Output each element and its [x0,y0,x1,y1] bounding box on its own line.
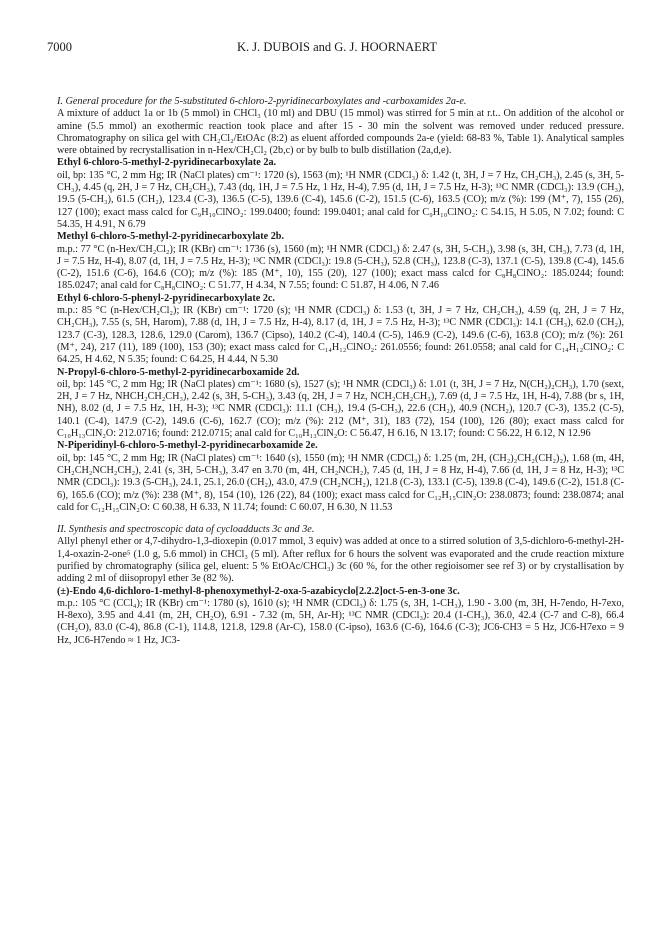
compound-heading: Methyl 6-chloro-5-methyl-2-pyridinecarboxylate 2b. [57,231,285,243]
article-body [57,90,624,647]
paragraph: m.p.: 105 °C (CCl₄); IR (KBr) cm⁻¹: 1780 (s), 1610 (s); ¹H NMR (CDCl₃) δ: 1.75 (s, 3H, 1-CH₃), 1.90 - 3.00 (m, 3H, H-7endo, H-7exo, H-8exo), 3.95 and 4.41 (m, 2H, CH₂O), 6.91 - 7.32 (m, 5H, Ar-H); ¹³C NMR (CDCl₃): 20.4 (1-CH₃), 36.0, 42.4 (C-7 and C-8), 66.4 (CH₂O), 83.0 (C-4), 86.8 (C-1), 114.8, 121.8, 129.8 (Ar-C), 158.0 (C-ipso), 163.6 (C-6), 164.6 (C-3); JC6-CH3 = 5 Hz, JC6-H7exo = 9 Hz, JC6-H7endo ≈ 1 Hz, JC3- [57,597,624,646]
compound-heading: Ethyl 6-chloro-5-phenyl-2-pyridinecarboxylate 2c. [57,292,275,304]
paragraph: oil, bp: 135 °C, 2 mm Hg; IR (NaCl plates) cm⁻¹: 1720 (s), 1563 (m); ¹H NMR (CDCl₃) δ: 1.42 (t, 3H, J = 7 Hz, CH₂CH₃), 2.45 (s, 3H, 5-CH₃), 4.45 (q, 2H, J = 7 Hz, CH₂CH₃), 7.43 (dq, 1H, J = 7.5 Hz, 1 Hz, H-4), 7.95 (d, 1H, J = 7.5 Hz, H-3); ¹³C NMR (CDCl₃): 13.9 (CH₃), 19.5 (5-CH₃), 61.5 (CH₂), 123.4 (C-3), 136.5 (C-5), 139.6 (C-4), 145.6 (C-2), 151.5 (C-6), 163.5 (CO); m/z (%): 199 (M⁺, 7), 155 (26), 127 (100); exact mass calcd for C₉H₁₀ClNO₂: 199.0400; found: 199.0401; anal cald for C₉H₁₀ClNO₂: C 54.15, H 5.05, N 7.02; found: C 54.35, H 4.91, N 6.79 [57,169,624,230]
paragraph: A mixture of adduct 1a or 1b (5 mmol) in CHCl₃ (10 ml) and DBU (15 mmol) was stirred for 5 min at r.t.. On addition of the alcohol or amine (5.5 mmol) an exothermic reaction took place and after 15 - 30 min the solvent was removed under reduced pressure. Chromatography on silica gel with CH₂Cl₂/EtOAc (8:2) as eluent afforded compounds 2a-e (yield: 68-83 %, Table 1). Analytical samples were obtained by recrystallisation in n-Hex/CH₂Cl₂ (2b,c) or by bulb to bulb distillation (2a,d,e). [57,108,624,157]
paragraph: Allyl phenyl ether or 4,7-dihydro-1,3-dioxepin (0.017 mmol, 3 equiv) was added at once to a stirred solution of 3,5-dichloro-6-methyl-2H-1,4-oxazin-2-one⁵ (1.0 g, 5.6 mmol) in CHCl₃ (5 ml). After reflux for 6 hours the solvent was evaporated and the crude reaction mixture purified by chromatography (silica gel, eluent: 5 % EtOAc/CHCl₃) 3c (60 %, for the other regioisomer see ref 3) or by crystallisation by adding 2 ml of diisopropyl ether 3e (82 %). [57,536,624,585]
paragraph: m.p.: 85 °C (n-Hex/CH₂Cl₂); IR (KBr) cm⁻¹: 1720 (s); ¹H NMR (CDCl₃) δ: 1.53 (t, 3H, J = 7 Hz, CH₂CH₃), 4.59 (q, 2H, J = 7 Hz, CH₂CH₃), 7.55 (s, 5H, Harom), 7.88 (d, 1H, J = 7.5 Hz, H-4), 8.17 (d, 1H, J = 7.5 Hz, H-3); ¹³C NMR (CDCl₃): 14.1 (CH₃), 62.0 (CH₂), 123.7 (C-3), 128.3, 128.6, 129.0 (Carom), 136.7 (Cipso), 140.2 (C-4), 140.4 (C-5), 146.9 (C-2), 149.6 (C-6), 163.8 (CO); m/z (%): 261 (M⁺, 24), 217 (11), 189 (100), 153 (30); exact mass calcd for C₁₄H₁₂ClNO₂: 261.0556; found: 261.0558; anal cald for C₁₄H₁₂ClNO₂: C 64.25, H 4.62, N 5.35; found: C 64.25, H 4.44, N 5.30 [57,305,624,366]
compound-heading: N-Propyl-6-chloro-5-methyl-2-pyridinecarboxamide 2d. [57,366,300,378]
compound-heading: (±)-Endo 4,6-dichloro-1-methyl-8-phenoxymethyl-2-oxa-5-azabicyclo[2.2.2]oct-5-en-3-one 3c. [57,585,460,597]
page-header [47,40,627,56]
running-title: K. J. DUBOIS and G. J. HOORNAERT [237,40,437,54]
paragraph: oil, bp: 145 °C, 2 mm Hg; IR (NaCl plates) cm⁻¹: 1640 (s), 1550 (m); ¹H NMR (CDCl₃) δ: 1.25 (m, 2H, (CH₂)₂CH₂(CH₂)₂), 1.68 (m, 4H, CH₂CH₂NCH₂CH₂), 2.41 (s, 3H, 5-CH₃), 3.47 en 3.70 (m, 4H, CH₂NCH₂), 7.45 (d, 1H, J = 8 Hz, H-4), 7.66 (d, 1H, J = 8 Hz, H-3); ¹³C NMR (CDCl₃): 19.3 (5-CH₃), 24.1, 25.1, 26.0 (CH₂), 43.0, 47.9 (CH₂NCH₂), 121.8 (C-3), 133.1 (C-5), 139.8 (C-4), 149.6 (C-2), 151.8 (C-6), 165.6 (CO); m/z (%): 238 (M⁺, 8), 154 (10), 126 (22), 84 (100); exact mass calcd for C₁₂H₁₅ClN₂O: 238.0873; found: 238.0874; anal cald for C₁₂H₁₅ClN₂O: C 60.38, H 6.33, N 11.74; found: C 60.07, H 6.30, N 11.53 [57,452,624,513]
paragraph: m.p.: 77 °C (n-Hex/CH₂Cl₂); IR (KBr) cm⁻¹: 1736 (s), 1560 (m); ¹H NMR (CDCl₃) δ: 2.47 (s, 3H, 5-CH₃), 3.98 (s, 3H, CH₃), 7.73 (d, 1H, J = 7.5 Hz, H-4), 8.07 (d, 1H, J = 7.5 Hz, H-3); ¹³C NMR (CDCl₃): 19.8 (5-CH₃), 52.8 (CH₃), 123.8 (C-3), 137.1 (C-5), 139.8 (C-4), 145.6 (C-2), 151.6 (C-6), 164.6 (CO); m/z (%): 185 (M⁺, 10), 155 (20), 127 (100); exact mass calcd for C₈H₈ClNO₂: 185.0244; found: 185.0247; anal cald for C₈H₈ClNO₂: C 51.77, H 4.34, N 7.55; found: C 51.87, H 4.06, N 7.46 [57,243,624,292]
page-number: 7000 [47,40,72,54]
compound-heading: Ethyl 6-chloro-5-methyl-2-pyridinecarboxylate 2a. [57,157,277,169]
compound-heading: N-Piperidinyl-6-chloro-5-methyl-2-pyridinecarboxamide 2e. [57,440,318,452]
section-heading: II. Synthesis and spectroscopic data of cycloadducts 3c and 3e. [57,524,315,536]
section-heading: I. General procedure for the 5-substituted 6-chloro-2-pyridinecarboxylates and -carboxamides 2a-e. [57,96,467,107]
paragraph: oil, bp: 145 °C, 2 mm Hg; IR (NaCl plates) cm⁻¹: 1680 (s), 1527 (s); ¹H NMR (CDCl₃) δ: 1.01 (t, 3H, J = 7 Hz, N(CH₂)₂CH₃), 1.70 (sext, 2H, J = 7 Hz, NHCH₂CH₂CH₃), 2.42 (s, 3H, 5-CH₃), 3.43 (q, 2H, J = 7 Hz, NCH₂CH₂CH₃), 7.69 (d, J = 7.5 Hz, 1H, H-4), 7.88 (br s, 1H, NH), 8.02 (d, J = 7.5 Hz, 1H, H-3); ¹³C NMR (CDCl₃): 11.1 (CH₃), 19.4 (5-CH₃), 22.6 (CH₂), 40.9 (NCH₂), 120.7 (C-3), 135.2 (C-5), 140.1 (C-4), 147.9 (C-2), 149.6 (C-6), 162.7 (CO); m/z (%): 212 (M⁺, 31), 183 (72), 154 (100), 126 (80); exact mass calcd for C₁₀H₁₃ClN₂O: 212.0716; found: 212.0715; anal cald for C₁₀H₁₃ClN₂O: C 56.47, H 6.16, N 13.17; found: C 56.22, H 6.12, N 12.96 [57,378,624,440]
